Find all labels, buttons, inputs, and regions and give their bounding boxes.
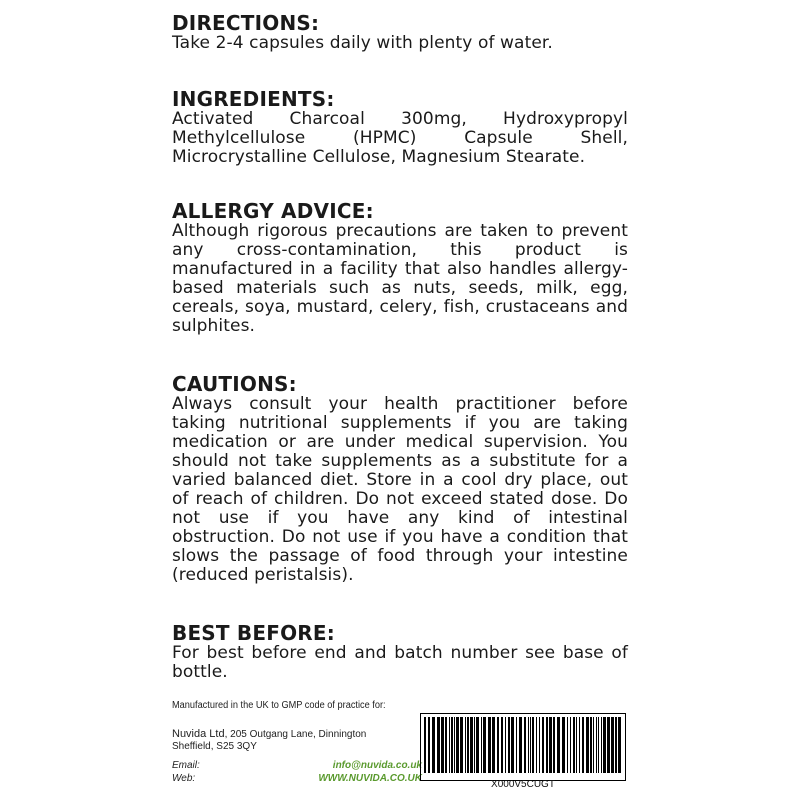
barcode-bar bbox=[451, 717, 453, 773]
barcode-bar bbox=[460, 717, 463, 773]
barcode-bar bbox=[428, 717, 430, 773]
barcode-bar bbox=[528, 717, 529, 773]
barcode-bar bbox=[511, 717, 514, 773]
web-label: Web: bbox=[172, 773, 196, 784]
barcode-bar bbox=[492, 717, 495, 773]
barcode-bar bbox=[553, 717, 555, 773]
barcode-bar bbox=[524, 717, 526, 773]
email-label: Email: bbox=[172, 760, 200, 771]
barcode-bar bbox=[586, 717, 589, 773]
barcode-bar bbox=[579, 717, 580, 773]
barcode-bar bbox=[601, 717, 602, 773]
ingredients-section bbox=[172, 88, 628, 167]
barcode-bar bbox=[530, 717, 531, 773]
barcode-bar bbox=[508, 717, 510, 773]
barcode-bar bbox=[501, 717, 503, 773]
directions-title: DIRECTIONS: bbox=[172, 11, 320, 35]
allergy-advice-text: Although rigorous precautions are taken to prevent any cross-contamination, this product is manufactured in a facility that also handles allergy-based materials such as nuts, seeds, milk, egg, cereals, soya, mustard, celery, fish, crustaceans and sulphites. bbox=[172, 221, 628, 336]
barcode-bar bbox=[476, 717, 479, 773]
barcode-bar bbox=[519, 717, 522, 773]
barcode-bar bbox=[542, 717, 544, 773]
barcode bbox=[420, 713, 628, 791]
barcode-bar bbox=[570, 717, 571, 773]
best-before-title: BEST BEFORE: bbox=[172, 621, 335, 645]
barcode-bar bbox=[516, 717, 517, 773]
barcode-bar bbox=[546, 717, 548, 773]
barcode-bar bbox=[481, 717, 482, 773]
barcode-bar bbox=[445, 717, 447, 773]
barcode-bars bbox=[424, 717, 622, 773]
directions-section bbox=[172, 12, 628, 53]
barcode-bar bbox=[593, 717, 594, 773]
barcode-bar bbox=[474, 717, 475, 773]
cautions-text: Always consult your health practitioner before taking nutritional supplements if you are taking medication or are under medical supervision. You should not take supplements as a substitute for a varied balanced diet. Store in a cool dry place, out of reach of children. Do not exceed stated dose. Do not use if you have any kind of intestinal obstruction. Do not use if you have a condition that slows the passage of food through your intestine (reduced peristalsis). bbox=[172, 394, 628, 585]
manufacturer-info bbox=[172, 700, 422, 785]
manufactured-note: Manufactured in the UK to GMP code of practice for: bbox=[172, 700, 386, 711]
cautions-section bbox=[172, 373, 628, 585]
address-line-1: , 205 Outgang Lane, Dinnington bbox=[224, 729, 367, 740]
barcode-bar bbox=[598, 717, 599, 773]
barcode-number: X000V5CUGT bbox=[491, 779, 555, 790]
barcode-bar bbox=[539, 717, 540, 773]
allergy-advice-title: ALLERGY ADVICE: bbox=[172, 199, 374, 223]
barcode-bar bbox=[465, 717, 466, 773]
barcode-bar bbox=[454, 717, 455, 773]
barcode-bar bbox=[497, 717, 499, 773]
barcode-bar bbox=[618, 717, 621, 773]
barcode-bar bbox=[483, 717, 486, 773]
barcode-bar bbox=[470, 717, 473, 773]
barcode-bar bbox=[549, 717, 552, 773]
ingredients-text: Activated Charcoal 300mg, Hydroxypropyl Methylcellulose (HPMC) Capsule Shell, Microcrystalline Cellulose, Magnesium Stearate. bbox=[172, 109, 628, 167]
barcode-bar bbox=[437, 717, 440, 773]
barcode-bar bbox=[449, 717, 450, 773]
barcode-bar bbox=[536, 717, 537, 773]
ingredients-title: INGREDIENTS: bbox=[172, 87, 335, 111]
barcode-bar bbox=[596, 717, 597, 773]
directions-text: Take 2-4 capsules daily with plenty of water. bbox=[172, 33, 553, 53]
best-before-text: For best before end and batch number see base of bottle. bbox=[172, 643, 628, 682]
company-address bbox=[172, 728, 412, 753]
email-link[interactable]: info@nuvida.co.uk bbox=[332, 760, 422, 771]
barcode-bar bbox=[467, 717, 469, 773]
barcode-bar bbox=[567, 717, 568, 773]
allergy-advice-section bbox=[172, 200, 628, 336]
company-name: Nuvida Ltd bbox=[172, 728, 225, 740]
barcode-bar bbox=[441, 717, 444, 773]
cautions-title: CAUTIONS: bbox=[172, 372, 297, 396]
address-line-2: Sheffield, S25 3QY bbox=[172, 741, 257, 752]
best-before-section bbox=[172, 622, 628, 682]
barcode-bar bbox=[424, 717, 426, 773]
label-footer bbox=[172, 700, 628, 796]
barcode-bar bbox=[573, 717, 575, 773]
web-link[interactable]: WWW.NUVIDA.CO.UK bbox=[318, 773, 422, 784]
barcode-bar bbox=[432, 717, 435, 773]
barcode-bar bbox=[557, 717, 560, 773]
barcode-bar bbox=[603, 717, 606, 773]
barcode-bar bbox=[488, 717, 491, 773]
barcode-bar bbox=[615, 717, 617, 773]
barcode-bar bbox=[505, 717, 506, 773]
barcode-bar bbox=[582, 717, 584, 773]
barcode-bar bbox=[456, 717, 459, 773]
web-row bbox=[172, 772, 422, 785]
barcode-bar bbox=[576, 717, 577, 773]
barcode-bar bbox=[611, 717, 614, 773]
barcode-bar bbox=[607, 717, 610, 773]
email-row bbox=[172, 759, 422, 772]
barcode-bar bbox=[532, 717, 534, 773]
barcode-bar bbox=[562, 717, 565, 773]
barcode-bar bbox=[590, 717, 592, 773]
